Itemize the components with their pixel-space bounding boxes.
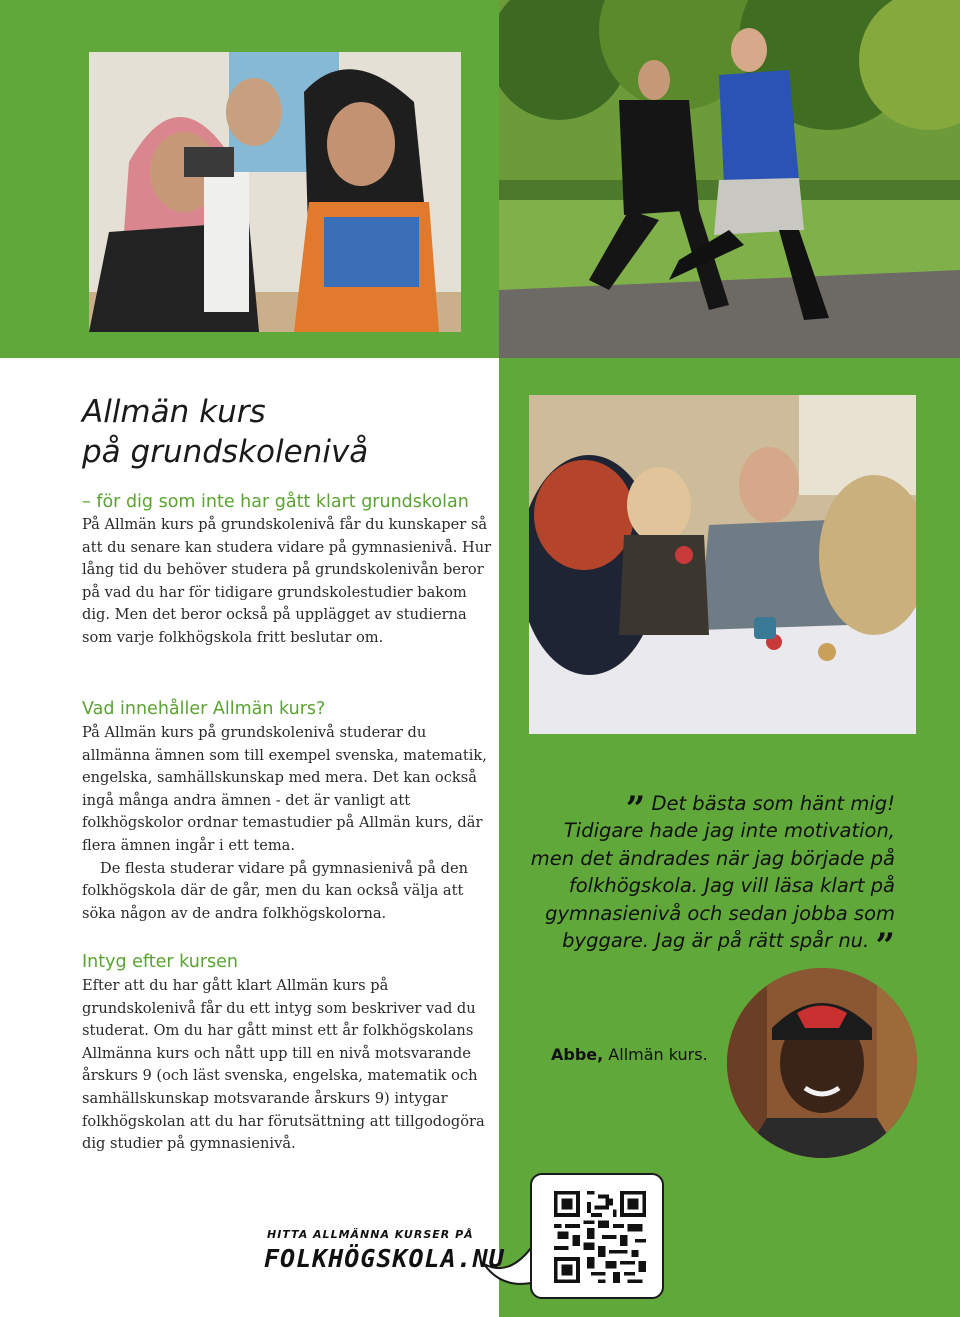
photo-runners xyxy=(499,0,960,358)
quote-line-5: gymnasienivå och sedan jobba som xyxy=(545,901,895,925)
certificate-heading: Intyg efter kursen xyxy=(82,952,239,972)
quote-line-6: byggare. Jag är på rätt spår nu. xyxy=(562,929,870,953)
qr-speech-bubble xyxy=(530,1173,664,1299)
title-line-1: Allmän kurs xyxy=(82,394,266,430)
photo-classroom xyxy=(529,395,916,734)
content-paragraph-2: De flesta studerar vidare på gymnasienivå på den folkhögskola där de går, men du kan också välja att söka någon av de andra folkhögskolorna. xyxy=(82,859,468,922)
quote-line-4: folkhögskola. Jag vill läsa klart på xyxy=(568,874,895,898)
website-link[interactable]: FOLKHÖGSKOLA.NU xyxy=(264,1244,505,1273)
title-line-2: på grundskolenivå xyxy=(82,434,369,470)
quote-open-icon: ” xyxy=(625,789,646,829)
photo-students-microscope xyxy=(89,52,461,332)
content-heading: Vad innehåller Allmän kurs? xyxy=(82,699,326,719)
testimonial-course: Allmän kurs. xyxy=(603,1045,708,1064)
quote-line-1: Det bästa som hänt mig! xyxy=(651,792,895,815)
certificate-paragraph: Efter att du har gått klart Allmän kurs på grundskolenivå får du ett intyg som beskriver vad du studerat. Om du har gått minst ett år folkhögskolans Allmänna kurs och nått upp till en nivå motsvarande årskurs 9 (och läst svenska, engelska, matematik och samhällskunskap motsvarande årskurs 9) intygar folkhögskolan att du har förutsättning att tillgodogöra dig studier på gymnasienivå. xyxy=(82,977,485,1153)
testimonial-name: Abbe, xyxy=(551,1045,604,1064)
page-title xyxy=(82,392,482,472)
testimonial-quote xyxy=(520,789,895,967)
content-text xyxy=(82,722,492,925)
quote-line-3: men det ändrades när jag började på xyxy=(530,846,895,870)
certificate-text xyxy=(82,975,492,1156)
intro-paragraph: På Allmän kurs på grundskolenivå får du kunskaper så att du senare kan studera vidare på gymnasienivå. Hur lång tid du behöver studera på grundskolenivån beror på vad du har för tidigare grundskolestudier bakom dig. Men det beror också på upplägget av studierna som varje folkhögskola fritt beslutar om. xyxy=(82,516,492,646)
testimonial-attribution xyxy=(551,1045,708,1064)
quote-line-2: Tidigare hade jag inte motivation, xyxy=(563,819,895,843)
find-courses-label: HITTA ALLMÄNNA KURSER PÅ xyxy=(267,1228,474,1241)
intro-text xyxy=(82,514,492,650)
quote-close-icon: ” xyxy=(875,926,895,967)
qr-code-icon[interactable] xyxy=(554,1191,646,1283)
photo-abbe-portrait xyxy=(727,968,917,1158)
subtitle: – för dig som inte har gått klart grundskolan xyxy=(82,492,469,512)
content-paragraph-1: På Allmän kurs på grundskolenivå studerar du allmänna ämnen som till exempel svenska, matematik, engelska, samhällskunskap med mera. Det kan också ingå många andra ämnen - det är vanligt att folkhögskolor ordnar temastudier på Allmän kurs, där flera ämnen ingår i ett tema. xyxy=(82,724,487,854)
